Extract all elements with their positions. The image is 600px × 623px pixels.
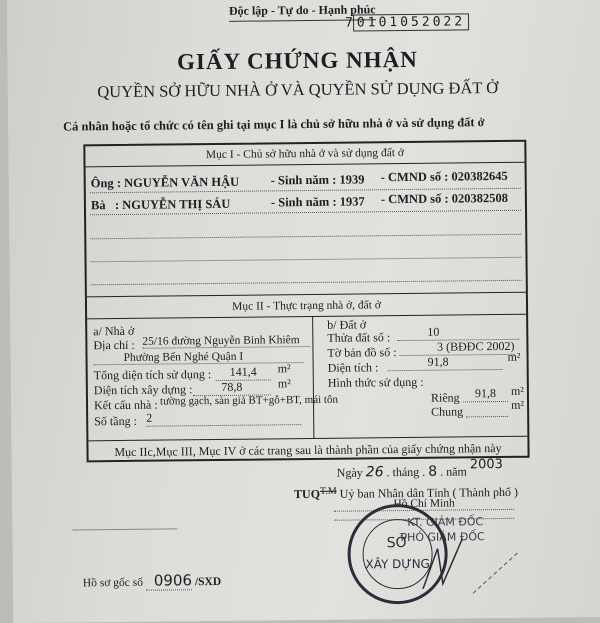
section2-heading: Mục II - Thực trạng nhà ở, đất ở bbox=[232, 299, 381, 313]
city-name: Hồ Chí Minh bbox=[334, 497, 514, 512]
motto: Độc lập - Tự do - Hạnh phúc bbox=[229, 2, 376, 22]
record-label: Hồ sơ gốc số bbox=[82, 576, 144, 590]
stamp-line1: SỞ bbox=[386, 534, 409, 552]
intro-text: Cá nhân hoặc tổ chức có tên ghi tại mục I là chủ sở hữu nhà ở và sử dụng đất ở bbox=[63, 115, 485, 134]
land-label: b/ Đất ở bbox=[327, 317, 367, 332]
deputy-director: PHÓ GIÁM ĐỐC bbox=[400, 530, 485, 545]
address-line2: Phường Bến Nghé Quận I bbox=[93, 350, 303, 365]
address-line1: 25/16 đường Nguyễn Bỉnh Khiêm bbox=[142, 334, 310, 349]
month-label: . tháng . bbox=[386, 464, 426, 480]
land-area-label: Diện tích : bbox=[327, 360, 379, 375]
owner-name: : NGUYỄN THỊ SÁU bbox=[114, 196, 231, 213]
owner-1-id: - CMND số : 020382645 bbox=[380, 168, 508, 185]
serial-prefix: 7 bbox=[344, 15, 353, 31]
issue-date bbox=[336, 456, 503, 481]
unit: m² bbox=[507, 349, 521, 364]
structure-value: tường gạch, sàn giả BT+gỗ+BT, mái tôn bbox=[159, 393, 339, 408]
unit: m² bbox=[510, 383, 524, 398]
land-area-value: 91,8 bbox=[388, 354, 503, 371]
signature-icon bbox=[412, 528, 523, 599]
plot-label: Thửa đất số : bbox=[327, 330, 391, 345]
floors-value: 2 bbox=[146, 409, 301, 427]
owner-2-id: - CMND số : 020382508 bbox=[380, 190, 509, 207]
usage-label: Hình thức sử dụng : bbox=[327, 374, 424, 390]
shared-label: Chung bbox=[431, 404, 464, 419]
owner-1-birth: - Sinh năm : 1939 bbox=[270, 172, 365, 188]
structure-label: Kết cấu nhà : bbox=[93, 397, 158, 413]
record-suffix: /SXD bbox=[194, 575, 222, 589]
document-subtitle: QUYỀN SỞ HỮU NHÀ Ở VÀ QUYỀN SỬ DỤNG ĐẤT Ở bbox=[97, 78, 499, 102]
owner-2-birth: - Sinh năm : 1937 bbox=[270, 194, 365, 210]
day-value: 26 bbox=[365, 464, 384, 481]
private-value: 91,8 bbox=[463, 386, 508, 402]
stamp-line2: XÂY DỰNG bbox=[365, 556, 431, 572]
year-value: 2003 bbox=[469, 456, 503, 473]
plot-value: 10 bbox=[397, 324, 519, 341]
certificate-page bbox=[7, 0, 600, 623]
owner-title: Ông bbox=[90, 176, 114, 191]
record-number bbox=[83, 571, 221, 590]
built-area-value: 78,8 bbox=[193, 379, 271, 396]
month-value: 8 bbox=[428, 463, 438, 480]
document-title: GIẤY CHỨNG NHẬN bbox=[176, 46, 418, 75]
owner-1 bbox=[91, 175, 240, 192]
section2-footer: Mục IIc,Mục III, Mục IV ở các trang sau là thành phần của giấy chứng nhận này bbox=[114, 441, 502, 460]
address-label: Địa chỉ : bbox=[93, 337, 135, 353]
map-label: Tờ bản đồ số : bbox=[327, 345, 397, 360]
floors-label: Số tầng : bbox=[94, 413, 137, 429]
unit: m² bbox=[277, 376, 291, 391]
serial-number bbox=[345, 13, 469, 31]
owner-name: : NGUYỄN VĂN HẬU bbox=[116, 174, 240, 191]
certificate-frame bbox=[83, 140, 529, 463]
day-label: Ngày bbox=[336, 465, 363, 480]
owner-title: Bà bbox=[90, 198, 106, 213]
record-number-value: 0906 bbox=[146, 571, 192, 590]
built-area-label: Diện tích xây dựng : bbox=[93, 382, 193, 398]
map-value: 3 (BĐĐC 2002) bbox=[399, 339, 514, 356]
tm-struck: T.M bbox=[319, 485, 337, 497]
kt-director: KT. GIÁM ĐỐC bbox=[407, 515, 484, 529]
owner-2 bbox=[91, 197, 231, 213]
unit: m² bbox=[277, 361, 291, 376]
year-label: . năm bbox=[440, 464, 467, 479]
house-label: a/ Nhà ở bbox=[93, 323, 135, 339]
shared-value bbox=[466, 402, 508, 417]
total-area-value: 141,4 bbox=[216, 364, 271, 381]
total-area-label: Tổng diện tích sử dụng : bbox=[93, 367, 212, 383]
unit: m² bbox=[510, 397, 525, 412]
tuq-label: TUQ bbox=[293, 486, 321, 502]
private-label: Riêng bbox=[430, 390, 460, 405]
authority-name: Uỷ ban Nhân dân Tỉnh ( Thành phố ) bbox=[339, 484, 519, 501]
serial-boxes: 0101052022 bbox=[353, 13, 469, 31]
section1-heading: Mục I - Chủ sở hữu nhà ở và sử dụng đất ở bbox=[205, 147, 405, 162]
